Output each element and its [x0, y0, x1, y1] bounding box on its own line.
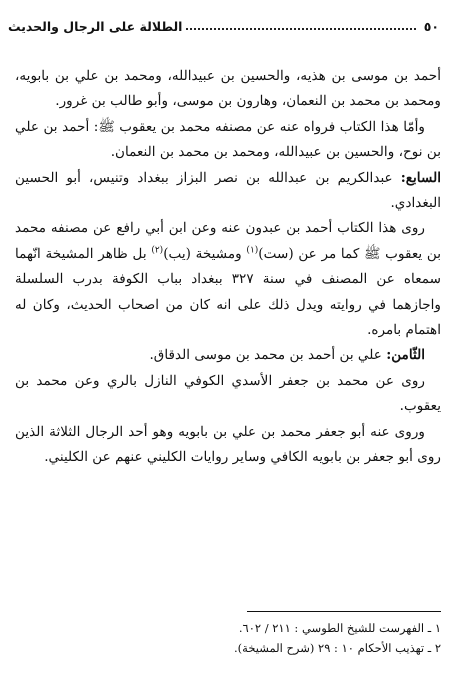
section-eighth-label: الثّامن:	[386, 347, 425, 364]
footnote-ref-1[interactable]: (١)	[246, 245, 259, 256]
paragraph-7: وروى عنه أبو جعفر محمد بن علي بن بابويه وهو أحد الرجال الثلاثة الذين روى أبو جعفر بن بابويه الكافي وساير روايات الكليني عنهم عن الكليني.	[15, 423, 441, 466]
running-title: الطلالة على الرجال والحديث	[8, 18, 183, 34]
paragraph-1: أحمد بن موسى بن هذيه، والحسين بن عبيدالله، ومحمد بن علي بن بابويه، ومحمد بن محمد بن النعمان، وهارون بن موسى، وأبو طالب بن غرور.	[15, 68, 441, 110]
section-seventh-label: السابع:	[400, 169, 441, 186]
paragraph-4-part-b: ومشيخة (يب)	[163, 245, 247, 262]
page-number: ٥٠	[423, 18, 439, 34]
paragraph-5	[15, 343, 441, 368]
paragraph-4-part-c: بل ظاهر المشيخة انّهما سمعاه عن المصنف في سنة ٣٢٧ ببغداد بباب الكوفة بدرب السلسلة واجازهما في روايته ويدل ذلك على انه كان من اصحاب الحديث، وكان له اهتمام بامره.	[15, 245, 441, 339]
paragraph-2: وأمّا هذا الكتاب فرواه عنه عن مصنفه محمد بن يعقوب ﷺ: أحمد بن علي بن نوح، والحسين بن عبيدالله، ومحمد بن محمد بن النعمان.	[15, 118, 441, 161]
paragraph-3	[15, 166, 441, 217]
paragraph-4	[15, 216, 441, 343]
footnotes	[15, 619, 441, 658]
footnote-ref-2[interactable]: (٢)	[151, 245, 164, 256]
footnote-1: ١ ـ الفهرست للشيخ الطوسي : ٢١١ / ٦٠٢.	[238, 621, 441, 635]
paragraph-4-part-a: روى هذا الكتاب أحمد بن عبدون عنه وعن ابن أبي رافع عن مصنفه محمد بن يعقوب ﷺ كما مر عن (ست)	[15, 220, 441, 262]
footnote-divider	[247, 611, 441, 612]
footnote-2: ٢ ـ تهذيب الأحكام ١٠ : ٢٩ (شرح المشيخة).	[234, 640, 441, 655]
paragraph-6: روى عن محمد بن جعفر الأسدي الكوفي النازل بالري وعن محمد بن يعقوب.	[15, 372, 441, 415]
section-seventh-text: عبدالكريم بن عبدالله بن نصر البزاز ببغداد وتنيس، أبو الحسين البغدادي.	[15, 169, 441, 212]
section-eighth-text: علي بن أحمد بن محمد بن موسى الدقاق.	[149, 347, 387, 364]
running-head	[8, 16, 439, 36]
body-text	[15, 64, 441, 471]
leader-dots	[186, 28, 415, 30]
